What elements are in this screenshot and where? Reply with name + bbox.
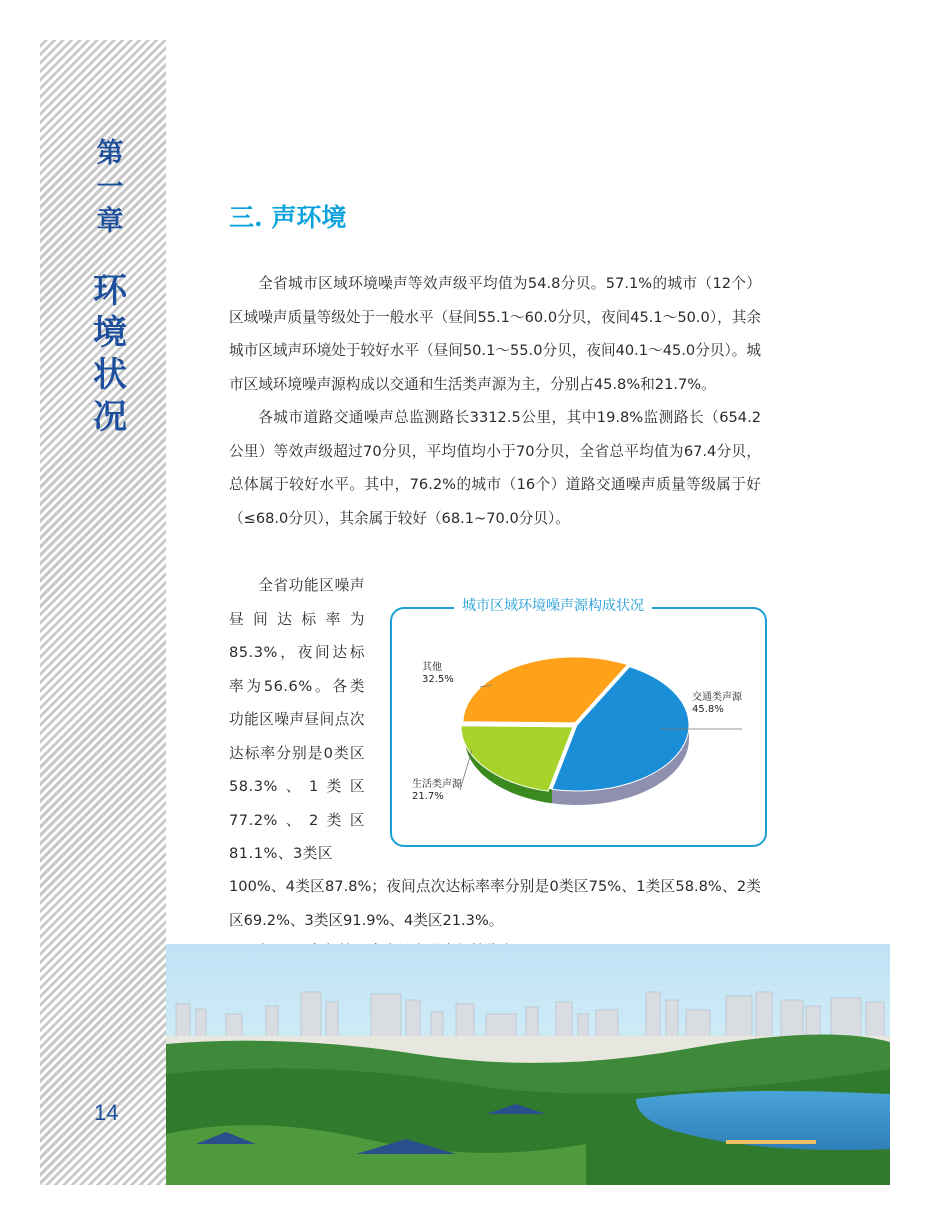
chart-title: 城市区域环境噪声源构成状况 — [454, 595, 652, 615]
paragraph-functional-zone-cont: 100%、4类区87.8%；夜间点次达标率率分别是0类区75%、1类区58.8%、2类区69.2%、3类区91.9%、4类区21.3%。 — [229, 878, 761, 929]
city-photo — [166, 944, 890, 1185]
pie-label-1: 生活类声源 — [412, 779, 462, 790]
noise-source-pie-chart — [392, 625, 764, 835]
chapter-number: 第一章 — [96, 138, 124, 237]
section-title: 三. 声环境 — [229, 203, 347, 232]
paragraph-functional-zone: 全省功能区噪声昼间达标率为85.3%，夜间达标率为56.6%。各类功能区噪声昼间点次达标率分别是0类区58.3%、1类区77.2%、2类区81.1%、3类区 — [229, 577, 365, 862]
pie-value-0: 45.8% — [692, 704, 724, 715]
text-block-wide — [229, 870, 761, 937]
pie-label-2: 其他 — [422, 662, 442, 673]
pie-value-2: 32.5% — [422, 674, 454, 685]
page-number: 14 — [94, 1100, 119, 1125]
chapter-title: 环境状况 — [93, 271, 127, 437]
paragraph-area-noise: 全省城市区域环境噪声等效声级平均值为54.8分贝。57.1%的城市（12个）区域噪声质量等级处于一般水平（昼间55.1～60.0分贝，夜间45.1～50.0），其余城市区域声环境处于较好水平（昼间50.1～55.0分贝，夜间40.1～45.0分贝）。城市区域环境噪声源构成以交通和生活类声源为主，分别占45.8%和21.7%。 — [229, 275, 761, 393]
pie-label-0: 交通类声源 — [692, 692, 742, 703]
text-block-main — [229, 267, 761, 535]
text-block-narrow — [229, 569, 365, 871]
paragraph-traffic-noise: 各城市道路交通噪声总监测路长3312.5公里，其中19.8%监测路长（654.2公里）等效声级超过70分贝，平均值均小于70分贝，全省总平均值为67.4分贝，总体属于较好水平。其中，76.2%的城市（16个）道路交通噪声质量等级属于好（≤68.0分贝），其余属于较好（68.1~70.0分贝）。 — [229, 409, 761, 527]
pie-value-1: 21.7% — [412, 791, 444, 802]
